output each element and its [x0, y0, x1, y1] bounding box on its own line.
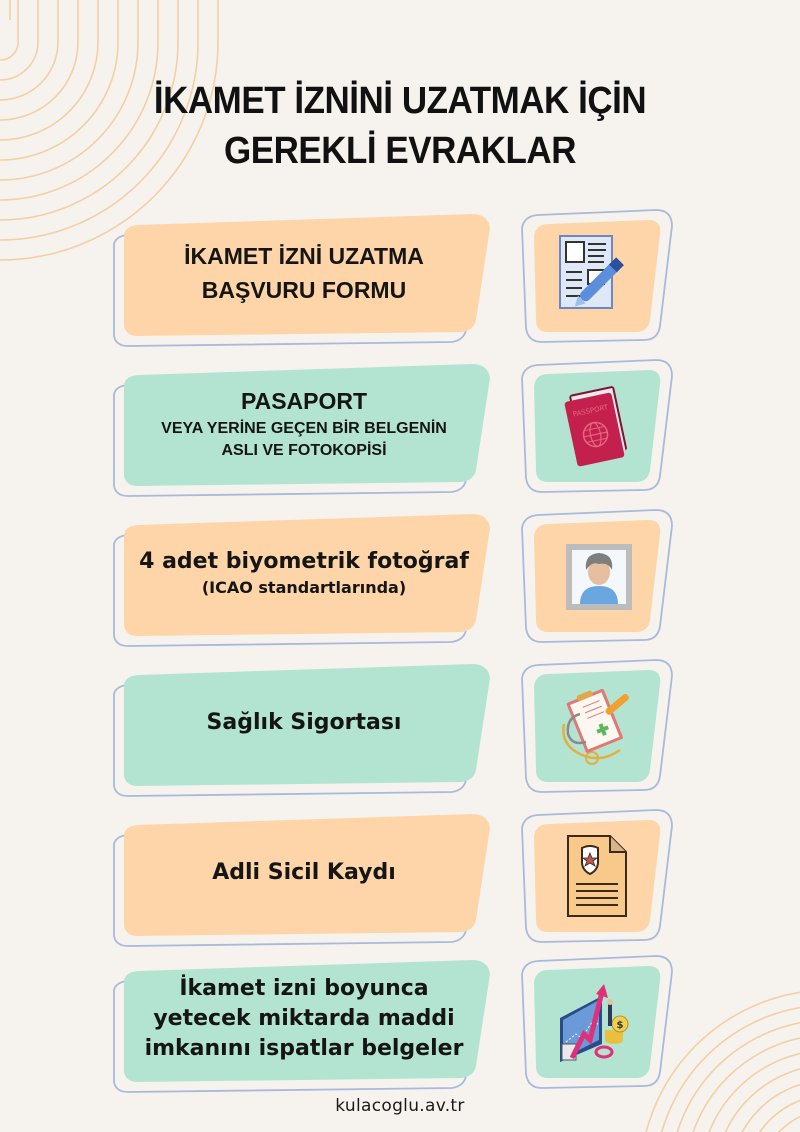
icon-card	[508, 208, 676, 348]
id-photo-icon	[554, 534, 644, 624]
requirement-line: VEYA YERİNE GEÇEN BİR BELGENİN	[161, 420, 447, 437]
requirement-row-4	[0, 658, 800, 798]
requirement-line: ASLI VE FOTOKOPİSİ	[221, 442, 387, 459]
requirement-line: PASAPORT	[240, 388, 368, 414]
icon-card	[508, 954, 676, 1094]
police-record-document-icon	[552, 830, 642, 920]
icon-card	[508, 358, 676, 498]
requirement-card	[104, 208, 504, 348]
requirement-card	[104, 358, 504, 498]
requirement-line: imkanını ispatlar belgeler	[144, 1036, 464, 1061]
title-line-1: İKAMET İZNİNİ UZATMAK İÇİN	[153, 80, 647, 122]
website-footer: kulacoglu.av.tr	[335, 1096, 465, 1116]
requirement-line: 4 adet biyometrik fotoğraf	[139, 549, 469, 574]
requirement-row-3	[0, 508, 800, 648]
title-line-2: GEREKLİ EVRAKLAR	[224, 130, 576, 172]
requirement-card	[104, 508, 504, 648]
icon-card	[508, 508, 676, 648]
requirement-line: yetecek miktarda maddi	[153, 1006, 455, 1031]
requirement-line: Adli Sicil Kaydı	[212, 860, 396, 885]
passport-icon	[552, 382, 642, 472]
svg-text:$: $	[616, 1020, 624, 1031]
requirement-card	[104, 658, 504, 798]
svg-text:PASSPORT: PASSPORT	[572, 403, 609, 419]
requirement-card	[104, 954, 504, 1094]
requirement-row-5	[0, 808, 800, 948]
form-pen-icon	[552, 230, 642, 320]
icon-card	[508, 658, 676, 798]
requirement-row-2	[0, 358, 800, 498]
requirement-line: BAŞVURU FORMU	[201, 277, 407, 303]
requirement-line: İKAMET İZNİ UZATMA	[184, 243, 424, 269]
requirement-line: İkamet izni boyunca	[179, 976, 429, 1001]
page-title	[32, 76, 768, 176]
requirement-card	[104, 808, 504, 948]
medical-clipboard-icon	[550, 684, 640, 774]
requirement-line: (ICAO standartlarında)	[201, 578, 407, 597]
icon-card	[508, 808, 676, 948]
financial-growth-icon	[550, 978, 640, 1068]
requirement-row-6	[0, 954, 800, 1094]
requirement-row-1	[0, 208, 800, 348]
requirement-line: Sağlık Sigortası	[206, 710, 402, 735]
